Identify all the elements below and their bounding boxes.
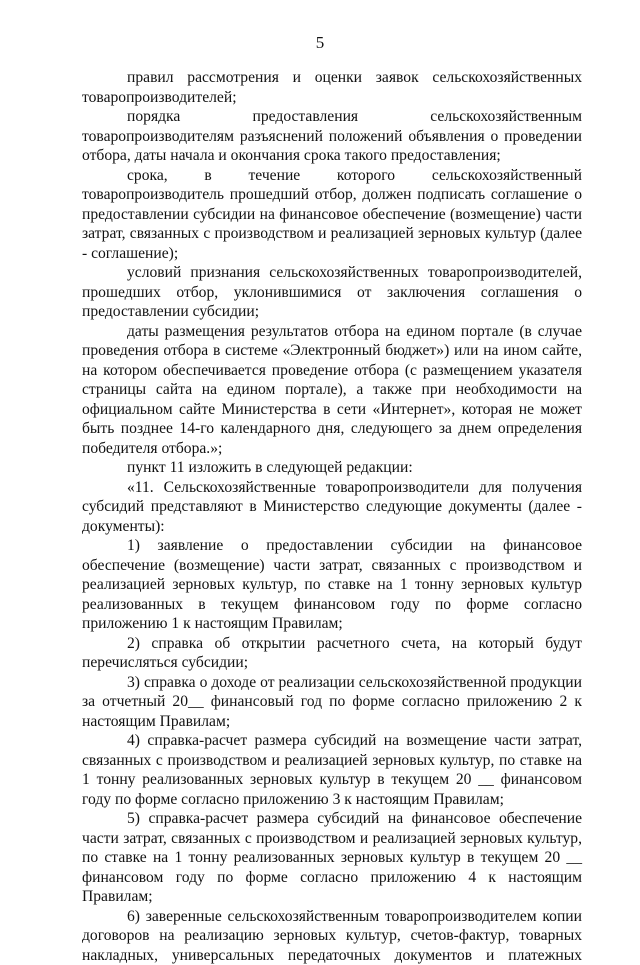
paragraph-results-publication: даты размещения результатов отбора на едином портале (в случае проведения отбора в системе «Электронный бюджет») или на ином сайте, на котором обеспечивается проведение отбора (с размещением указателя страницы сайта на едином портале), а также при необходимости на официальном сайте Министерства в сети «Интернет», которая не может быть позднее 14-го календарного дня, следующего за днем определения победителя отбора.»;: [82, 322, 582, 459]
paragraph-evasion-conditions: условий признания сельскохозяйственных товаропроизводителей, прошедших отбор, уклонившимися от заключения соглашения о предоставлении субсидии;: [82, 263, 582, 322]
paragraph-item-11: «11. Сельскохозяйственные товаропроизводители для получения субсидий представляют в Министерство следующие документы (далее - документы):: [82, 478, 582, 537]
list-item-2: 2) справка об открытии расчетного счета, на который будут перечисляться субсидии;: [82, 634, 582, 673]
paragraph-item-11-intro: пункт 11 изложить в следующей редакции:: [82, 458, 582, 478]
page-number: 5: [0, 33, 640, 53]
list-item-3: 3) справка о доходе от реализации сельскохозяйственной продукции за отчетный 20__ финансовый год по форме согласно приложению 2 к настоящим Правилам;: [82, 673, 582, 732]
paragraph-rules-evaluation: правил рассмотрения и оценки заявок сельскохозяйственных товаропроизводителей;: [82, 68, 582, 107]
paragraph-clarifications: порядка предоставления сельскохозяйственным товаропроизводителям разъяснений положений объявления о проведении отбора, даты начала и окончания срока такого предоставления;: [82, 107, 582, 166]
list-item-6: 6) заверенные сельскохозяйственным товаропроизводителем копии договоров на реализацию зерновых культур, счетов-фактур, товарных накладных, универсальных передаточных документов и платежных: [82, 907, 582, 965]
document-body: [82, 68, 582, 965]
list-item-1: 1) заявление о предоставлении субсидии на финансовое обеспечение (возмещение) части затрат, связанных с производством и реализацией зерновых культур, по ставке на 1 тонну зерновых культур реализованных в текущем финансовом году по форме согласно приложению 1 к настоящим Правилам;: [82, 536, 582, 634]
list-item-5: 5) справка-расчет размера субсидий на финансовое обеспечение части затрат, связанных с производством и реализацией зерновых культур, по ставке на 1 тонну реализованных зерновых культур в текущем 20 __ финансовом году по форме согласно приложению 4 к настоящим Правилам;: [82, 809, 582, 907]
list-item-4: 4) справка-расчет размера субсидий на возмещение части затрат, связанных с производством и реализацией зерновых культур, по ставке на 1 тонну реализованных зерновых культур в текущем 20 __ финансовом году по форме согласно приложению 3 к настоящим Правилам;: [82, 731, 582, 809]
paragraph-agreement-term: срока, в течение которого сельскохозяйственный товаропроизводитель прошедший отбор, должен подписать соглашение о предоставлении субсидии на финансовое обеспечение (возмещение) части затрат, связанных с производством и реализацией зерновых культур (далее - соглашение);: [82, 166, 582, 264]
